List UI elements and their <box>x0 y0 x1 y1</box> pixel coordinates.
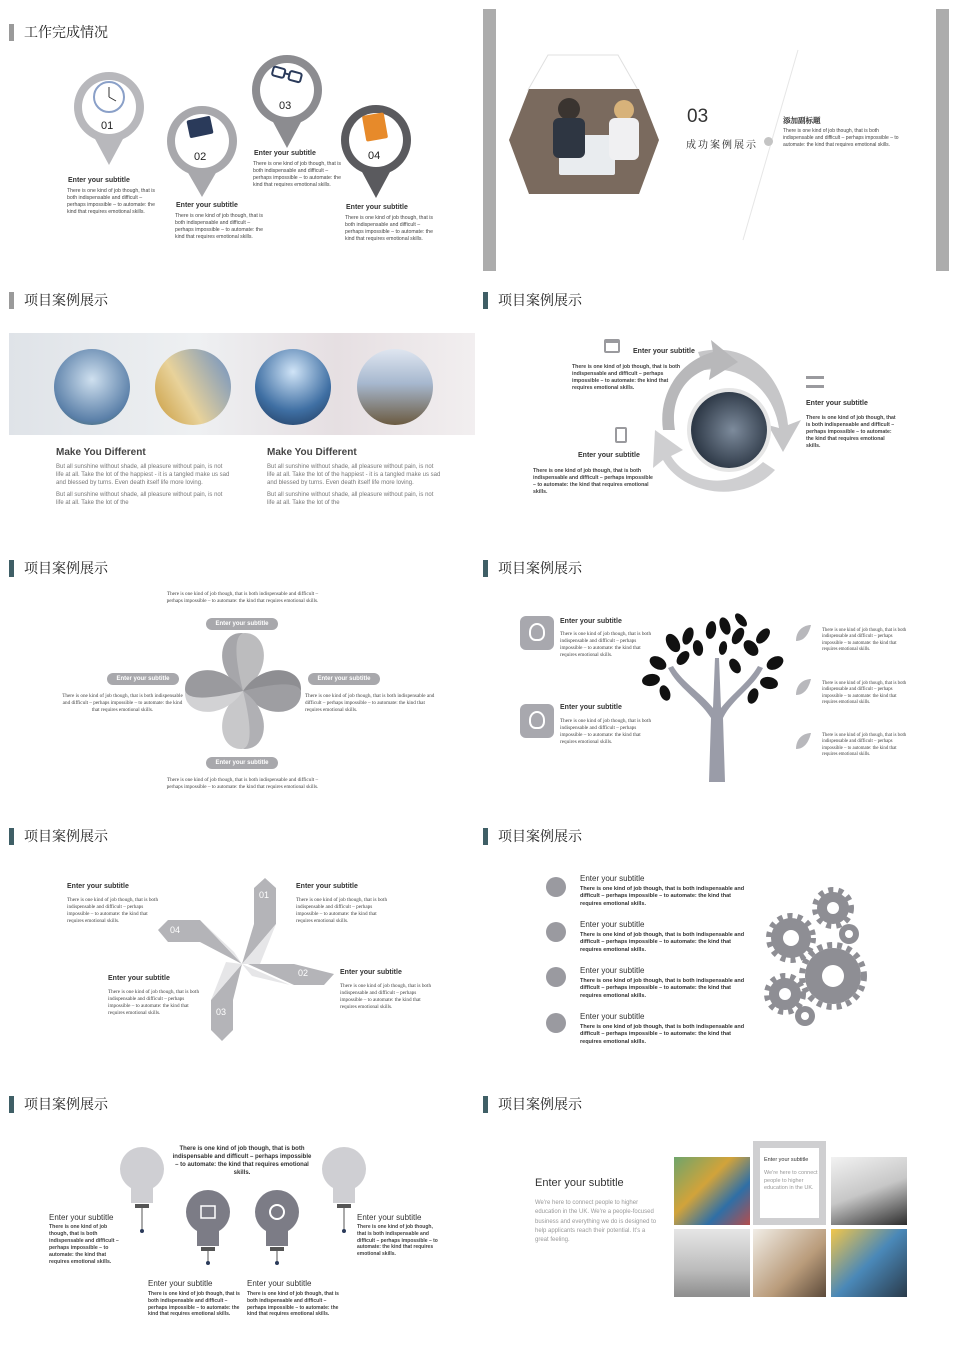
gear-body-3: There is one kind of job though, that is both indispensable and difficult – perhaps impossible – to automate: the kind that requires emotional skills. <box>580 978 745 999</box>
gear-subtitle-4: Enter your subtitle <box>580 1012 645 1021</box>
tree-subtitle-1: Enter your subtitle <box>560 618 622 625</box>
tree-right-body-3: There is one kind of job though, that is both indispensable and difficult – perhaps impossible – to automate: the kind that requires emotional skills. <box>822 733 907 758</box>
slide-cycle <box>483 280 958 548</box>
flower-pill-left: Enter your subtitle <box>107 673 179 685</box>
slide-success-cases <box>483 0 958 272</box>
arrow-label-03: 03 <box>216 1007 227 1017</box>
bulb-top-body: There is one kind of job though, that is both indispensable and difficult – perhaps impossible – to automate: the kind that requires emotional skills. <box>172 1146 312 1177</box>
pin-body-02: There is one kind of job though, that is both indispensable and difficult – perhaps impossible – to automate: the kind that requires emotional skills. <box>340 983 432 1011</box>
connector-dot <box>764 137 773 146</box>
bulb-subtitle-3: Enter your subtitle <box>247 1279 312 1288</box>
tree-subtitle-2: Enter your subtitle <box>560 704 622 711</box>
slide-flower <box>0 548 475 816</box>
slide-title: 项目案例展示 <box>24 1097 108 1113</box>
building-photo-2 <box>155 349 231 425</box>
slide-tree <box>483 548 958 816</box>
grid-subtitle: Enter your subtitle <box>535 1177 624 1189</box>
tree-right-body-2: There is one kind of job though, that is both indispensable and difficult – perhaps impossible – to automate: the kind that requires emotional skills. <box>822 681 907 706</box>
cycle-subtitle-2: Enter your subtitle <box>806 400 868 407</box>
building-photo-1 <box>54 349 130 425</box>
pin-subtitle-01: Enter your subtitle <box>68 177 130 184</box>
bulb-body-1: There is one kind of job though, that is both indispensable and difficult – perhaps impossible – to automate: the kind that requires emotional skills. <box>49 1224 119 1266</box>
col-heading-2: Make You Different <box>267 447 357 458</box>
bulb-subtitle-4: Enter your subtitle <box>357 1213 422 1222</box>
flower-pill-right: Enter your subtitle <box>308 673 380 685</box>
bulb-subtitle-1: Enter your subtitle <box>49 1213 114 1222</box>
slide-header <box>483 1094 582 1114</box>
flower-right-body: There is one kind of job though, that is both indispensable and difficult – perhaps impossible – to automate: the kind that requires emotional skills. <box>305 693 435 714</box>
cycle-body-3: There is one kind of job though, that is both indispensable and difficult – perhaps impossible – to automate: the kind that requires emotional skills. <box>533 468 653 496</box>
cycle-body-2: There is one kind of job though, that is both indispensable and difficult – perhaps impossible – to automate: the kind that requires emotional skills. <box>806 415 896 450</box>
slide-title: 项目案例展示 <box>24 829 108 845</box>
pin-subtitle-02: Enter your subtitle <box>340 969 402 976</box>
sub-body: There is one kind of job though, that is both indispensable and difficult – perhaps impossible – to automate: the kind that requires emotional skills. <box>783 128 899 148</box>
photo-team <box>674 1157 750 1225</box>
notebook-icon <box>615 427 627 443</box>
flower-pill-bottom: Enter your subtitle <box>206 757 278 769</box>
subheading: 添加副标题 <box>783 116 821 125</box>
pin-body-04: There is one kind of job though, that is both indispensable and difficult – perhaps impossible – to automate: the kind that requires emotional skills. <box>67 897 159 925</box>
cycle-subtitle-1: Enter your subtitle <box>633 348 695 355</box>
slide-header <box>9 290 108 310</box>
slide-gears <box>483 816 958 1084</box>
pin-subtitle-01: Enter your subtitle <box>296 883 358 890</box>
arrow-label-01: 01 <box>259 890 270 900</box>
slide-pinwheel <box>0 816 475 1084</box>
bulb-body-2: There is one kind of job though, that is both indispensable and difficult – perhaps impossible – to automate: the kind that requires emotional skills. <box>148 1291 240 1318</box>
bulb-body-3: There is one kind of job though, that is both indispensable and difficult – perhaps impossible – to automate: the kind that requires emotional skills. <box>247 1291 339 1318</box>
arrow-label-04: 04 <box>170 925 181 935</box>
gear-body-4: There is one kind of job though, that is both indispensable and difficult – perhaps impossible – to automate: the kind that requires emotional skills. <box>580 1024 745 1045</box>
text-card <box>753 1141 826 1225</box>
col-p1-2: But all sunshine without shade, all pleasure without pain, is not life at all. Take the lot of the happiest - it is a tangled make us sad and blessed by turns. Even death itself life more loving. <box>267 464 441 487</box>
pin-body-03: There is one kind of job though, that is both indispensable and difficult – perhaps impossible – to automate: the kind that requires emotional skills. <box>108 989 200 1017</box>
gear-subtitle-2: Enter your subtitle <box>580 920 645 929</box>
header-bar <box>9 292 14 309</box>
grid-body: We're here to connect people to higher education in the UK. We're a people-focused business and everything we do is designed to help applicants reach their potential. It's a great feeling. <box>535 1200 657 1244</box>
calendar-icon <box>604 339 620 353</box>
flower-top-body: There is one kind of job though, that is both indispensable and difficult – perhaps impossible – to automate: the kind that requires emotional skills. <box>166 591 319 605</box>
pin-01 <box>74 2 144 165</box>
gear-bulb <box>255 1190 299 1265</box>
cycle-subtitle-3: Enter your subtitle <box>578 452 640 459</box>
section-number: 03 <box>687 106 709 127</box>
gear-body-1: There is one kind of job though, that is both indispensable and difficult – perhaps impossible – to automate: the kind that requires emotional skills. <box>580 886 745 907</box>
pin-body-03: There is one kind of job though, that is both indispensable and difficult – perhaps impossible – to automate: the kind that requires emotional skills. <box>253 161 341 189</box>
arrow-label-02: 02 <box>298 968 309 978</box>
card-title: Enter your subtitle <box>764 1157 809 1163</box>
bulb-subtitle-2: Enter your subtitle <box>148 1279 213 1288</box>
tree-body-1: There is one kind of job though, that is both indispensable and difficult – perhaps impossible – to automate: the kind that requires emotional skills. <box>560 631 652 659</box>
photo-coffee <box>753 1229 826 1297</box>
tree-body-2: There is one kind of job though, that is both indispensable and difficult – perhaps impossible – to automate: the kind that requires emotional skills. <box>560 718 652 746</box>
section-heading: 成功案例展示 <box>686 140 758 151</box>
pin-body-01: There is one kind of job though, that is both indispensable and difficult – perhaps impossible – to automate: the kind that requires emotional skills. <box>296 897 388 925</box>
col-p1-1: But all sunshine without shade, all pleasure without pain, is not life at all. Take the lot of the happiest - it is a tangled make us sad and blessed by turns. Even death itself life more loving. <box>56 464 230 487</box>
gear-body-2: There is one kind of job though, that is both indispensable and difficult – perhaps impossible – to automate: the kind that requires emotional skills. <box>580 932 745 953</box>
pin-number-03: 03 <box>279 100 292 112</box>
slide-title: 工作完成情况 <box>24 25 108 41</box>
slide-work-summary <box>0 0 475 268</box>
tree-right-body-1: There is one kind of job though, that is both indispensable and difficult – perhaps impossible – to automate: the kind that requires emotional skills. <box>822 628 907 653</box>
building-photo-3 <box>255 349 331 425</box>
slide-photo-grid <box>483 1084 958 1352</box>
slide-title: 项目案例展示 <box>498 561 582 577</box>
pin-number-01: 01 <box>101 120 114 132</box>
slide-title: 项目案例展示 <box>498 829 582 845</box>
leaf-icons <box>793 623 813 763</box>
pin-subtitle-04: Enter your subtitle <box>67 883 129 890</box>
pin-body-04: There is one kind of job though, that is both indispensable and difficult – perhaps impossible – to automate: the kind that requires emotional skills. <box>345 215 433 243</box>
slide-title: 项目案例展示 <box>24 293 108 309</box>
pin-subtitle-04: Enter your subtitle <box>346 204 408 211</box>
col-heading-1: Make You Different <box>56 447 146 458</box>
pin-number-04: 04 <box>368 150 381 162</box>
gear-subtitle-1: Enter your subtitle <box>580 874 645 883</box>
pinwheel-arrows <box>0 816 475 1084</box>
photo-laptop-hand <box>831 1157 907 1225</box>
flower-pill-top: Enter your subtitle <box>206 618 278 630</box>
tablet-photo <box>691 392 767 468</box>
pin-subtitle-03: Enter your subtitle <box>254 150 316 157</box>
slide-bulbs <box>0 1084 475 1352</box>
pin-subtitle-02: Enter your subtitle <box>176 202 238 209</box>
slide-title: 项目案例展示 <box>498 1097 582 1113</box>
gears-graphic <box>483 816 958 1084</box>
pin-subtitle-03: Enter your subtitle <box>108 975 170 982</box>
card-body: We're here to connect people to higher education in the UK. <box>764 1170 818 1192</box>
building-photo-4 <box>357 349 433 425</box>
bulb-body-4: There is one kind of job though, that is both indispensable and difficult – perhaps impossible – to automate: the kind that requires emotional skills. <box>357 1224 438 1257</box>
flower-left-body: There is one kind of job though, that is both indispensable and difficult – perhaps impossible – to automate: the kind that requires emotional skills. <box>62 693 183 714</box>
pin-body-01: There is one kind of job though, that is both indispensable and difficult – perhaps impossible – to automate: the kind that requires emotional skills. <box>67 188 155 216</box>
header-bar <box>483 1096 488 1113</box>
cycle-body-1: There is one kind of job though, that is both indispensable and difficult – perhaps impossible – to automate: the kind that requires emotional skills. <box>572 364 681 392</box>
photo-desk <box>674 1229 750 1297</box>
flower-bottom-body: There is one kind of job though, that is both indispensable and difficult – perhaps impossible – to automate: the kind that requires emotional skills. <box>166 777 319 791</box>
photo-meeting <box>831 1229 907 1297</box>
pin-body-02: There is one kind of job though, that is both indispensable and difficult – perhaps impossible – to automate: the kind that requires emotional skills. <box>175 213 263 241</box>
list-icon <box>806 376 824 388</box>
slide-project-photos <box>0 280 475 548</box>
book-icon <box>362 112 388 141</box>
flower-petals <box>0 548 475 816</box>
database-bulb <box>120 1147 164 1233</box>
slide-title: 项目案例展示 <box>498 293 582 309</box>
pin-number-02: 02 <box>194 151 207 163</box>
document-bulb <box>186 1190 230 1265</box>
slide-title: 项目案例展示 <box>24 561 108 577</box>
col-p2-1: But all sunshine without shade, all pleasure without pain, is not life at all. Take the lot of the <box>56 492 223 507</box>
gear-subtitle-3: Enter your subtitle <box>580 966 645 975</box>
col-p2-2: But all sunshine without shade, all pleasure without pain, is not life at all. Take the lot of the <box>267 492 434 507</box>
